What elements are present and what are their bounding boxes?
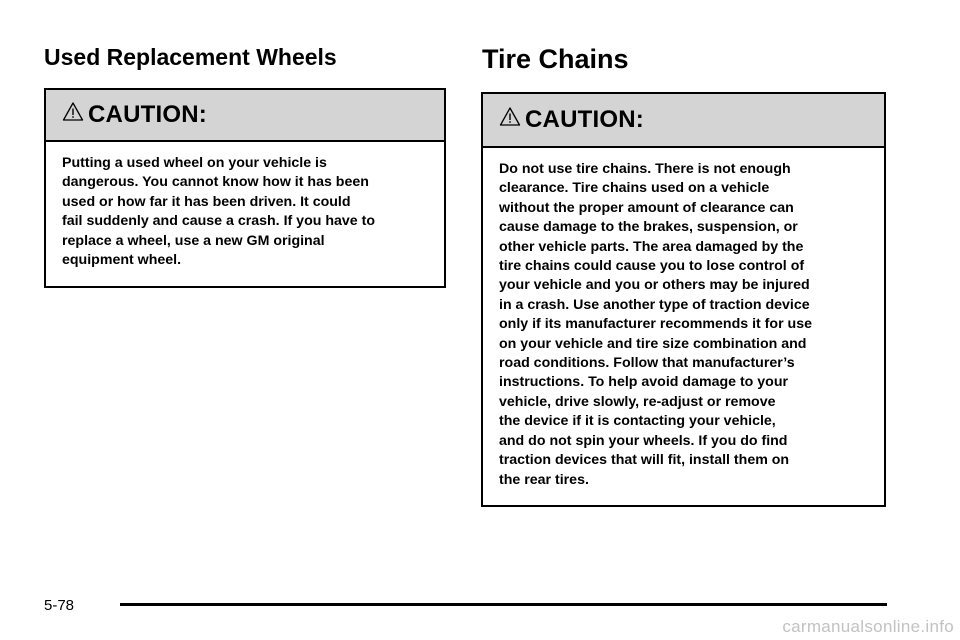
caution-line: fail suddenly and cause a crash. If you have to: [62, 213, 376, 230]
caution-line: vehicle, drive slowly, re-adjust or remove: [499, 393, 776, 410]
caution-box-tire-chains: [481, 92, 886, 507]
caution-line: Do not use tire chains. There is not enough: [499, 161, 791, 177]
caution-line: on your vehicle and tire size combination and: [499, 335, 807, 352]
warning-triangle-icon: [62, 101, 84, 123]
caution-line: other vehicle parts. The area damaged by the: [499, 238, 804, 255]
caution-line: equipment wheel.: [62, 252, 182, 269]
caution-text: [46, 142, 444, 270]
caution-line: replace a wheel, use a new GM original: [62, 232, 325, 249]
caution-line: Putting a used wheel on your vehicle is: [62, 155, 327, 171]
caution-line: clearance. Tire chains used on a vehicle: [499, 180, 770, 197]
caution-title: CAUTION:: [525, 106, 644, 133]
watermark: carmanualsonline.info: [782, 617, 954, 636]
footer-divider: [120, 603, 887, 606]
caution-line: dangerous. You cannot know how it has been: [62, 174, 369, 191]
caution-line: road conditions. Follow that manufacturer’s: [499, 355, 795, 372]
caution-text: [483, 148, 884, 490]
page-number: 5-78: [44, 597, 75, 614]
caution-line: the rear tires.: [499, 471, 589, 488]
section-heading-used-replacement-wheels: Used Replacement Wheels: [44, 44, 337, 70]
caution-line: and do not spin your wheels. If you do find: [499, 432, 788, 449]
caution-line: traction devices that will fit, install them on: [499, 452, 790, 469]
section-heading-tire-chains: Tire Chains: [482, 44, 629, 74]
caution-box-used-wheels: [44, 88, 446, 288]
caution-header: [46, 90, 444, 142]
caution-line: used or how far it has been driven. It could: [62, 193, 351, 210]
caution-line: cause damage to the brakes, suspension, or: [499, 219, 798, 236]
caution-line: only if its manufacturer recommends it for use: [499, 316, 812, 333]
warning-triangle-icon: [499, 106, 521, 128]
caution-title: CAUTION:: [88, 101, 207, 128]
caution-line: your vehicle and you or others may be injured: [499, 277, 810, 294]
caution-line: in a crash. Use another type of traction device: [499, 296, 810, 313]
caution-line: instructions. To help avoid damage to your: [499, 374, 789, 391]
caution-line: tire chains could cause you to lose control of: [499, 258, 805, 275]
caution-line: without the proper amount of clearance can: [499, 199, 794, 216]
caution-line: the device if it is contacting your vehicle,: [499, 413, 776, 430]
caution-header: [483, 94, 884, 148]
